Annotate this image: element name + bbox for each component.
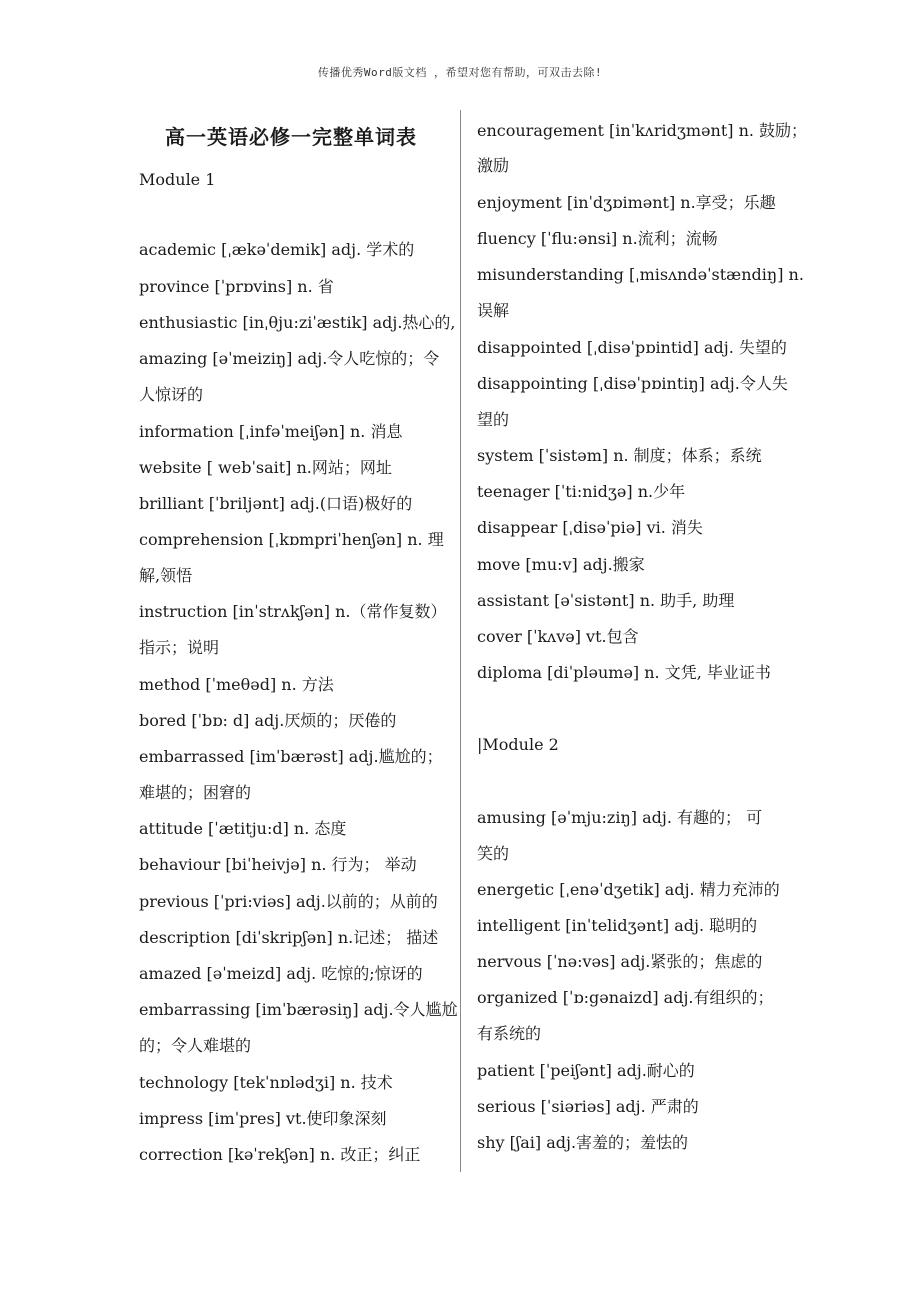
right-vocab-line: system [ˈsistəm] n. 制度；体系；系统	[477, 446, 762, 465]
left-vocab-line: information [ˌinfəˈmeiʃən] n. 消息	[139, 422, 403, 441]
left-vocab-line: attitude [ˈætitju:d] n. 态度	[139, 819, 347, 838]
document-header-note: 传播优秀Word版文档 ，希望对您有帮助，可双击去除!	[317, 66, 603, 79]
left-vocab-line: impress [imˈpres] vt.使印象深刻	[139, 1109, 387, 1128]
left-vocab-line: previous [ˈpri:viəs] adj.以前的；从前的	[139, 892, 438, 911]
left-vocab-line: instruction [inˈstrʌkʃən] n.（常作复数）	[139, 602, 447, 621]
left-vocab-line: province [ˈprɒvins] n. 省	[139, 277, 334, 296]
right-vocab-line: misunderstanding [ˌmisʌndəˈstændiŋ] n.	[477, 265, 804, 284]
left-vocab-line: website [ webˈsait] n.网站；网址	[139, 458, 392, 477]
right-vocab-line: shy [ʃai] adj.害羞的；羞怯的	[477, 1133, 689, 1152]
right-vocab-line: assistant [əˈsistənt] n. 助手, 助理	[477, 591, 735, 610]
right-vocab-line: nervous [ˈnə:vəs] adj.紧张的；焦虑的	[477, 952, 763, 971]
right-vocab-line: serious [ˈsiəriəs] adj. 严肃的	[477, 1097, 699, 1116]
left-vocab-line: 指示；说明	[139, 638, 220, 657]
right-vocab-line: teenager [ˈti:nidʒə] n.少年	[477, 482, 686, 501]
left-vocab-line: behaviour [biˈheivjə] n. 行为； 举动	[139, 855, 417, 874]
left-vocab-line: description [diˈskripʃən] n.记述； 描述	[139, 928, 439, 947]
right-vocab-line: organized [ˈɒ:gənaizd] adj.有组织的；	[477, 988, 774, 1007]
left-vocab-line: academic [ˌækəˈdemik] adj. 学术的	[139, 240, 415, 259]
column-divider	[460, 110, 461, 1172]
left-vocab-line: Module 1	[139, 170, 216, 189]
right-vocab-line: disappointed [ˌdisəˈpɒintid] adj. 失望的	[477, 338, 787, 357]
page-title: 高一英语必修一完整单词表	[165, 125, 417, 149]
left-vocab-line: embarrassing [imˈbærəsiŋ] adj.令人尴尬	[139, 1000, 458, 1019]
left-vocab-line: brilliant [ˈbriljənt] adj.(口语)极好的	[139, 494, 413, 513]
right-vocab-line: 笑的	[477, 844, 510, 863]
left-vocab-line: correction [kəˈrekʃən] n. 改正；纠正	[139, 1145, 421, 1164]
left-vocab-line: 的；令人难堪的	[139, 1036, 252, 1055]
left-vocab-line: technology [tekˈnɒlədʒi] n. 技术	[139, 1073, 393, 1092]
right-vocab-line: 望的	[477, 410, 510, 429]
left-vocab-line: bored [ˈbɒ: d] adj.厌烦的；厌倦的	[139, 711, 397, 730]
left-vocab-line: embarrassed [imˈbærəst] adj.尴尬的；	[139, 747, 443, 766]
right-vocab-line: 有系统的	[477, 1024, 542, 1043]
right-vocab-line: encouragement [inˈkʌridʒmənt] n. 鼓励；	[477, 121, 808, 140]
right-vocab-line: patient [ˈpeiʃənt] adj.耐心的	[477, 1061, 695, 1080]
left-vocab-line: enthusiastic [inˌθju:ziˈæstik] adj.热心的,	[139, 313, 456, 332]
left-vocab-line: 人惊讶的	[139, 385, 204, 404]
left-vocab-line: amazed [əˈmeizd] adj. 吃惊的;惊讶的	[139, 964, 423, 983]
right-vocab-line: diploma [diˈpləumə] n. 文凭, 毕业证书	[477, 663, 771, 682]
left-vocab-line: 难堪的；困窘的	[139, 783, 252, 802]
right-vocab-line: enjoyment [inˈdʒɒimənt] n.享受；乐趣	[477, 193, 776, 212]
right-vocab-line: |Module 2	[477, 735, 559, 754]
left-vocab-line: 解,领悟	[139, 566, 193, 585]
right-vocab-line: disappear [ˌdisəˈpiə] vi. 消失	[477, 518, 703, 537]
right-vocab-line: 误解	[477, 301, 510, 320]
right-vocab-line: amusing [əˈmju:ziŋ] adj. 有趣的； 可	[477, 808, 763, 827]
left-vocab-line: method [ˈmeθəd] n. 方法	[139, 675, 334, 694]
right-vocab-line: fluency [ˈflu:ənsi] n.流利；流畅	[477, 229, 718, 248]
right-vocab-line: intelligent [inˈtelidʒənt] adj. 聪明的	[477, 916, 758, 935]
right-vocab-line: move [mu:v] adj.搬家	[477, 555, 645, 574]
right-vocab-line: 激励	[477, 156, 510, 175]
left-vocab-line: amazing [əˈmeiziŋ] adj.令人吃惊的；令	[139, 349, 440, 368]
right-vocab-line: energetic [ˌenəˈdʒetik] adj. 精力充沛的	[477, 880, 780, 899]
left-vocab-line: comprehension [ˌkɒmpriˈhenʃən] n. 理	[139, 530, 444, 549]
right-vocab-line: cover [ˈkʌvə] vt.包含	[477, 627, 639, 646]
right-vocab-line: disappointing [ˌdisəˈpɒintiŋ] adj.令人失	[477, 374, 788, 393]
